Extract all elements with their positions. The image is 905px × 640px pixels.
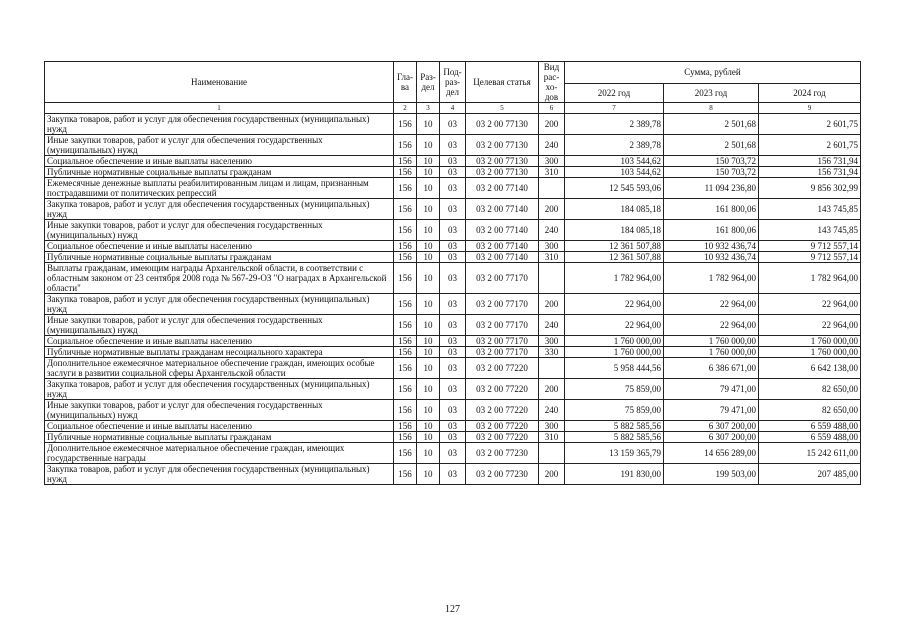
row-target-cell: 03 2 00 77230 <box>466 464 539 485</box>
row-razdel-cell: 10 <box>417 199 440 220</box>
row-target-cell: 03 2 00 77140 <box>466 241 539 252</box>
row-vid-cell <box>539 263 565 294</box>
row-target-cell: 03 2 00 77130 <box>466 135 539 156</box>
row-razdel-cell: 10 <box>417 263 440 294</box>
row-amount-2022-cell: 184 085,18 <box>565 199 664 220</box>
row-vid-cell: 240 <box>539 315 565 336</box>
row-razdel-cell: 10 <box>417 358 440 379</box>
header-year-2024: 2024 год <box>759 83 861 102</box>
row-razdel-cell: 10 <box>417 294 440 315</box>
row-amount-2023-cell: 150 703,72 <box>664 167 759 178</box>
row-amount-2024-cell: 143 745,85 <box>759 220 861 241</box>
row-glava-cell: 156 <box>394 443 417 464</box>
row-target-cell: 03 2 00 77140 <box>466 220 539 241</box>
table-row <box>45 443 861 464</box>
row-amount-2023-cell: 161 800,06 <box>664 220 759 241</box>
row-podrazdel-cell: 03 <box>440 464 466 485</box>
row-razdel-cell: 10 <box>417 167 440 178</box>
row-podrazdel-cell: 03 <box>440 178 466 199</box>
row-amount-2022-cell: 13 159 365,79 <box>565 443 664 464</box>
row-amount-2024-cell: 2 601,75 <box>759 135 861 156</box>
row-razdel-cell: 10 <box>417 241 440 252</box>
row-podrazdel-cell: 03 <box>440 294 466 315</box>
row-amount-2022-cell: 1 782 964,00 <box>565 263 664 294</box>
row-vid-cell: 300 <box>539 156 565 167</box>
row-target-cell: 03 2 00 77170 <box>466 315 539 336</box>
row-podrazdel-cell: 03 <box>440 167 466 178</box>
row-amount-2022-cell: 12 545 593,06 <box>565 178 664 199</box>
row-razdel-cell: 10 <box>417 443 440 464</box>
row-target-cell: 03 2 00 77220 <box>466 432 539 443</box>
column-number: 6 <box>539 103 565 114</box>
column-number: 9 <box>759 103 861 114</box>
row-target-cell: 03 2 00 77130 <box>466 167 539 178</box>
row-glava-cell: 156 <box>394 135 417 156</box>
table-row <box>45 315 861 336</box>
table-row <box>45 156 861 167</box>
row-amount-2024-cell: 82 650,00 <box>759 379 861 400</box>
row-amount-2024-cell: 1 760 000,00 <box>759 347 861 358</box>
row-podrazdel-cell: 03 <box>440 347 466 358</box>
row-podrazdel-cell: 03 <box>440 379 466 400</box>
row-name-cell: Социальное обеспечение и иные выплаты населению <box>45 156 394 167</box>
row-target-cell: 03 2 00 77220 <box>466 400 539 421</box>
row-vid-cell: 300 <box>539 421 565 432</box>
row-glava-cell: 156 <box>394 432 417 443</box>
table-row <box>45 199 861 220</box>
row-amount-2023-cell: 79 471,00 <box>664 379 759 400</box>
row-razdel-cell: 10 <box>417 114 440 135</box>
row-glava-cell: 156 <box>394 263 417 294</box>
table-row <box>45 252 861 263</box>
table-body <box>45 114 861 485</box>
row-razdel-cell: 10 <box>417 432 440 443</box>
row-name-cell: Закупка товаров, работ и услуг для обеспечения государственных (муниципальных) нужд <box>45 464 394 485</box>
row-amount-2024-cell: 15 242 611,00 <box>759 443 861 464</box>
header-razdel: Раз-дел <box>417 62 440 103</box>
row-name-cell: Иные закупки товаров, работ и услуг для обеспечения государственных (муниципальных) нужд <box>45 220 394 241</box>
row-amount-2023-cell: 1 782 964,00 <box>664 263 759 294</box>
row-amount-2024-cell: 1 782 964,00 <box>759 263 861 294</box>
row-amount-2024-cell: 207 485,00 <box>759 464 861 485</box>
row-amount-2022-cell: 75 859,00 <box>565 379 664 400</box>
row-glava-cell: 156 <box>394 336 417 347</box>
row-name-cell: Публичные нормативные социальные выплаты гражданам <box>45 167 394 178</box>
row-amount-2022-cell: 5 882 585,56 <box>565 421 664 432</box>
row-amount-2022-cell: 1 760 000,00 <box>565 336 664 347</box>
row-name-cell: Выплаты гражданам, имеющим награды Архангельской области, в соответствии с областным законом от 23 сентября 2008 года № 567-29-ОЗ "О наградах в Архангельской области" <box>45 263 394 294</box>
row-razdel-cell: 10 <box>417 220 440 241</box>
row-glava-cell: 156 <box>394 421 417 432</box>
table-row <box>45 263 861 294</box>
column-number: 7 <box>565 103 664 114</box>
table-row <box>45 178 861 199</box>
row-vid-cell <box>539 358 565 379</box>
row-podrazdel-cell: 03 <box>440 156 466 167</box>
row-target-cell: 03 2 00 77220 <box>466 379 539 400</box>
row-vid-cell: 330 <box>539 347 565 358</box>
row-vid-cell: 200 <box>539 464 565 485</box>
row-podrazdel-cell: 03 <box>440 315 466 336</box>
row-amount-2022-cell: 75 859,00 <box>565 400 664 421</box>
row-vid-cell: 310 <box>539 252 565 263</box>
row-target-cell: 03 2 00 77140 <box>466 199 539 220</box>
row-target-cell: 03 2 00 77170 <box>466 347 539 358</box>
row-amount-2024-cell: 22 964,00 <box>759 294 861 315</box>
row-amount-2024-cell: 82 650,00 <box>759 400 861 421</box>
row-vid-cell: 200 <box>539 114 565 135</box>
row-vid-cell: 240 <box>539 220 565 241</box>
row-name-cell: Публичные нормативные социальные выплаты гражданам <box>45 432 394 443</box>
row-glava-cell: 156 <box>394 178 417 199</box>
row-amount-2023-cell: 10 932 436,74 <box>664 241 759 252</box>
row-vid-cell: 200 <box>539 199 565 220</box>
row-amount-2024-cell: 6 559 488,00 <box>759 432 861 443</box>
row-name-cell: Закупка товаров, работ и услуг для обеспечения государственных (муниципальных) нужд <box>45 379 394 400</box>
row-razdel-cell: 10 <box>417 464 440 485</box>
row-amount-2023-cell: 1 760 000,00 <box>664 336 759 347</box>
row-name-cell: Иные закупки товаров, работ и услуг для обеспечения государственных (муниципальных) нужд <box>45 315 394 336</box>
row-amount-2022-cell: 1 760 000,00 <box>565 347 664 358</box>
row-razdel-cell: 10 <box>417 421 440 432</box>
row-amount-2024-cell: 9 856 302,99 <box>759 178 861 199</box>
row-podrazdel-cell: 03 <box>440 263 466 294</box>
row-target-cell: 03 2 00 77170 <box>466 263 539 294</box>
row-podrazdel-cell: 03 <box>440 421 466 432</box>
table-row <box>45 464 861 485</box>
table-header <box>45 62 861 114</box>
row-glava-cell: 156 <box>394 252 417 263</box>
row-podrazdel-cell: 03 <box>440 336 466 347</box>
row-glava-cell: 156 <box>394 114 417 135</box>
budget-table <box>44 61 861 485</box>
table-row <box>45 135 861 156</box>
row-amount-2022-cell: 191 830,00 <box>565 464 664 485</box>
column-number: 2 <box>394 103 417 114</box>
row-glava-cell: 156 <box>394 199 417 220</box>
row-podrazdel-cell: 03 <box>440 432 466 443</box>
row-target-cell: 03 2 00 77220 <box>466 358 539 379</box>
row-amount-2022-cell: 5 958 444,56 <box>565 358 664 379</box>
row-amount-2024-cell: 143 745,85 <box>759 199 861 220</box>
row-amount-2023-cell: 6 307 200,00 <box>664 421 759 432</box>
row-amount-2023-cell: 79 471,00 <box>664 400 759 421</box>
row-razdel-cell: 10 <box>417 400 440 421</box>
row-amount-2023-cell: 6 386 671,00 <box>664 358 759 379</box>
row-amount-2022-cell: 184 085,18 <box>565 220 664 241</box>
row-razdel-cell: 10 <box>417 156 440 167</box>
row-vid-cell: 240 <box>539 135 565 156</box>
row-glava-cell: 156 <box>394 379 417 400</box>
column-number: 8 <box>664 103 759 114</box>
header-vid: Вид рас-хо-дов <box>539 62 565 103</box>
row-glava-cell: 156 <box>394 294 417 315</box>
table-row <box>45 400 861 421</box>
row-amount-2023-cell: 2 501,68 <box>664 114 759 135</box>
row-target-cell: 03 2 00 77130 <box>466 156 539 167</box>
row-glava-cell: 156 <box>394 464 417 485</box>
row-amount-2024-cell: 1 760 000,00 <box>759 336 861 347</box>
row-amount-2024-cell: 156 731,94 <box>759 156 861 167</box>
table-row <box>45 167 861 178</box>
row-glava-cell: 156 <box>394 220 417 241</box>
row-amount-2023-cell: 161 800,06 <box>664 199 759 220</box>
row-vid-cell: 200 <box>539 379 565 400</box>
row-amount-2022-cell: 103 544,62 <box>565 156 664 167</box>
row-podrazdel-cell: 03 <box>440 114 466 135</box>
row-target-cell: 03 2 00 77220 <box>466 421 539 432</box>
table-row <box>45 347 861 358</box>
row-amount-2023-cell: 150 703,72 <box>664 156 759 167</box>
row-vid-cell <box>539 178 565 199</box>
table-row <box>45 114 861 135</box>
row-amount-2023-cell: 6 307 200,00 <box>664 432 759 443</box>
table-row <box>45 294 861 315</box>
table-row <box>45 421 861 432</box>
row-amount-2023-cell: 22 964,00 <box>664 315 759 336</box>
column-number: 3 <box>417 103 440 114</box>
row-amount-2022-cell: 12 361 507,88 <box>565 252 664 263</box>
row-podrazdel-cell: 03 <box>440 220 466 241</box>
row-name-cell: Иные закупки товаров, работ и услуг для обеспечения государственных (муниципальных) нужд <box>45 400 394 421</box>
column-number: 4 <box>440 103 466 114</box>
row-razdel-cell: 10 <box>417 315 440 336</box>
row-vid-cell <box>539 443 565 464</box>
row-podrazdel-cell: 03 <box>440 199 466 220</box>
header-year-2023: 2023 год <box>664 83 759 102</box>
row-name-cell: Публичные нормативные социальные выплаты гражданам <box>45 252 394 263</box>
row-amount-2022-cell: 2 389,78 <box>565 135 664 156</box>
table-row <box>45 220 861 241</box>
header-target: Целевая статья <box>466 62 539 103</box>
row-target-cell: 03 2 00 77140 <box>466 252 539 263</box>
row-amount-2022-cell: 12 361 507,88 <box>565 241 664 252</box>
row-glava-cell: 156 <box>394 167 417 178</box>
row-vid-cell: 300 <box>539 241 565 252</box>
row-amount-2023-cell: 11 094 236,80 <box>664 178 759 199</box>
table-row <box>45 241 861 252</box>
row-vid-cell: 240 <box>539 400 565 421</box>
row-amount-2024-cell: 9 712 557,14 <box>759 252 861 263</box>
row-podrazdel-cell: 03 <box>440 252 466 263</box>
row-podrazdel-cell: 03 <box>440 443 466 464</box>
row-razdel-cell: 10 <box>417 252 440 263</box>
row-amount-2022-cell: 103 544,62 <box>565 167 664 178</box>
row-razdel-cell: 10 <box>417 379 440 400</box>
page-number: 127 <box>445 604 460 615</box>
header-year-2022: 2022 год <box>565 83 664 102</box>
row-razdel-cell: 10 <box>417 178 440 199</box>
row-amount-2024-cell: 22 964,00 <box>759 315 861 336</box>
row-amount-2024-cell: 2 601,75 <box>759 114 861 135</box>
row-podrazdel-cell: 03 <box>440 400 466 421</box>
row-amount-2022-cell: 2 389,78 <box>565 114 664 135</box>
row-amount-2022-cell: 22 964,00 <box>565 294 664 315</box>
row-amount-2022-cell: 5 882 585,56 <box>565 432 664 443</box>
row-amount-2023-cell: 14 656 289,00 <box>664 443 759 464</box>
table-row <box>45 432 861 443</box>
row-amount-2023-cell: 1 760 000,00 <box>664 347 759 358</box>
row-name-cell: Закупка товаров, работ и услуг для обеспечения государственных (муниципальных) нужд <box>45 114 394 135</box>
row-vid-cell: 310 <box>539 432 565 443</box>
row-vid-cell: 310 <box>539 167 565 178</box>
row-target-cell: 03 2 00 77230 <box>466 443 539 464</box>
row-vid-cell: 300 <box>539 336 565 347</box>
row-name-cell: Социальное обеспечение и иные выплаты населению <box>45 421 394 432</box>
row-glava-cell: 156 <box>394 156 417 167</box>
row-name-cell: Публичные нормативные выплаты гражданам несоциального характера <box>45 347 394 358</box>
header-glava: Гла-ва <box>394 62 417 103</box>
row-amount-2023-cell: 22 964,00 <box>664 294 759 315</box>
row-target-cell: 03 2 00 77130 <box>466 114 539 135</box>
table-row <box>45 379 861 400</box>
row-amount-2023-cell: 199 503,00 <box>664 464 759 485</box>
row-target-cell: 03 2 00 77170 <box>466 336 539 347</box>
row-amount-2024-cell: 9 712 557,14 <box>759 241 861 252</box>
table-row <box>45 358 861 379</box>
row-amount-2023-cell: 2 501,68 <box>664 135 759 156</box>
row-glava-cell: 156 <box>394 347 417 358</box>
row-amount-2022-cell: 22 964,00 <box>565 315 664 336</box>
row-razdel-cell: 10 <box>417 135 440 156</box>
row-razdel-cell: 10 <box>417 347 440 358</box>
row-name-cell: Дополнительное ежемесячное материальное обеспечение граждан, имеющих государственные награды <box>45 443 394 464</box>
header-name: Наименование <box>45 62 394 103</box>
row-glava-cell: 156 <box>394 241 417 252</box>
row-glava-cell: 156 <box>394 358 417 379</box>
row-podrazdel-cell: 03 <box>440 241 466 252</box>
header-sum: Сумма, рублей <box>565 62 861 84</box>
row-amount-2024-cell: 156 731,94 <box>759 167 861 178</box>
row-amount-2024-cell: 6 642 138,00 <box>759 358 861 379</box>
row-name-cell: Закупка товаров, работ и услуг для обеспечения государственных (муниципальных) нужд <box>45 199 394 220</box>
table-row <box>45 336 861 347</box>
row-glava-cell: 156 <box>394 315 417 336</box>
row-target-cell: 03 2 00 77170 <box>466 294 539 315</box>
row-name-cell: Закупка товаров, работ и услуг для обеспечения государственных (муниципальных) нужд <box>45 294 394 315</box>
header-podrazdel: Под-раз-дел <box>440 62 466 103</box>
row-razdel-cell: 10 <box>417 336 440 347</box>
row-podrazdel-cell: 03 <box>440 358 466 379</box>
budget-table-sheet <box>44 61 860 485</box>
column-number: 5 <box>466 103 539 114</box>
row-glava-cell: 156 <box>394 400 417 421</box>
row-name-cell: Ежемесячные денежные выплаты реабилитированным лицам и лицам, признанным пострадавшими от политических репрессий <box>45 178 394 199</box>
row-amount-2024-cell: 6 559 488,00 <box>759 421 861 432</box>
row-name-cell: Социальное обеспечение и иные выплаты населению <box>45 241 394 252</box>
row-podrazdel-cell: 03 <box>440 135 466 156</box>
column-number-row <box>45 103 861 114</box>
row-amount-2023-cell: 10 932 436,74 <box>664 252 759 263</box>
row-target-cell: 03 2 00 77140 <box>466 178 539 199</box>
column-number: 1 <box>45 103 394 114</box>
row-name-cell: Дополнительное ежемесячное материальное обеспечение граждан, имеющих особые заслуги в развитии социальной сферы Архангельской области <box>45 358 394 379</box>
row-name-cell: Социальное обеспечение и иные выплаты населению <box>45 336 394 347</box>
row-name-cell: Иные закупки товаров, работ и услуг для обеспечения государственных (муниципальных) нужд <box>45 135 394 156</box>
row-vid-cell: 200 <box>539 294 565 315</box>
